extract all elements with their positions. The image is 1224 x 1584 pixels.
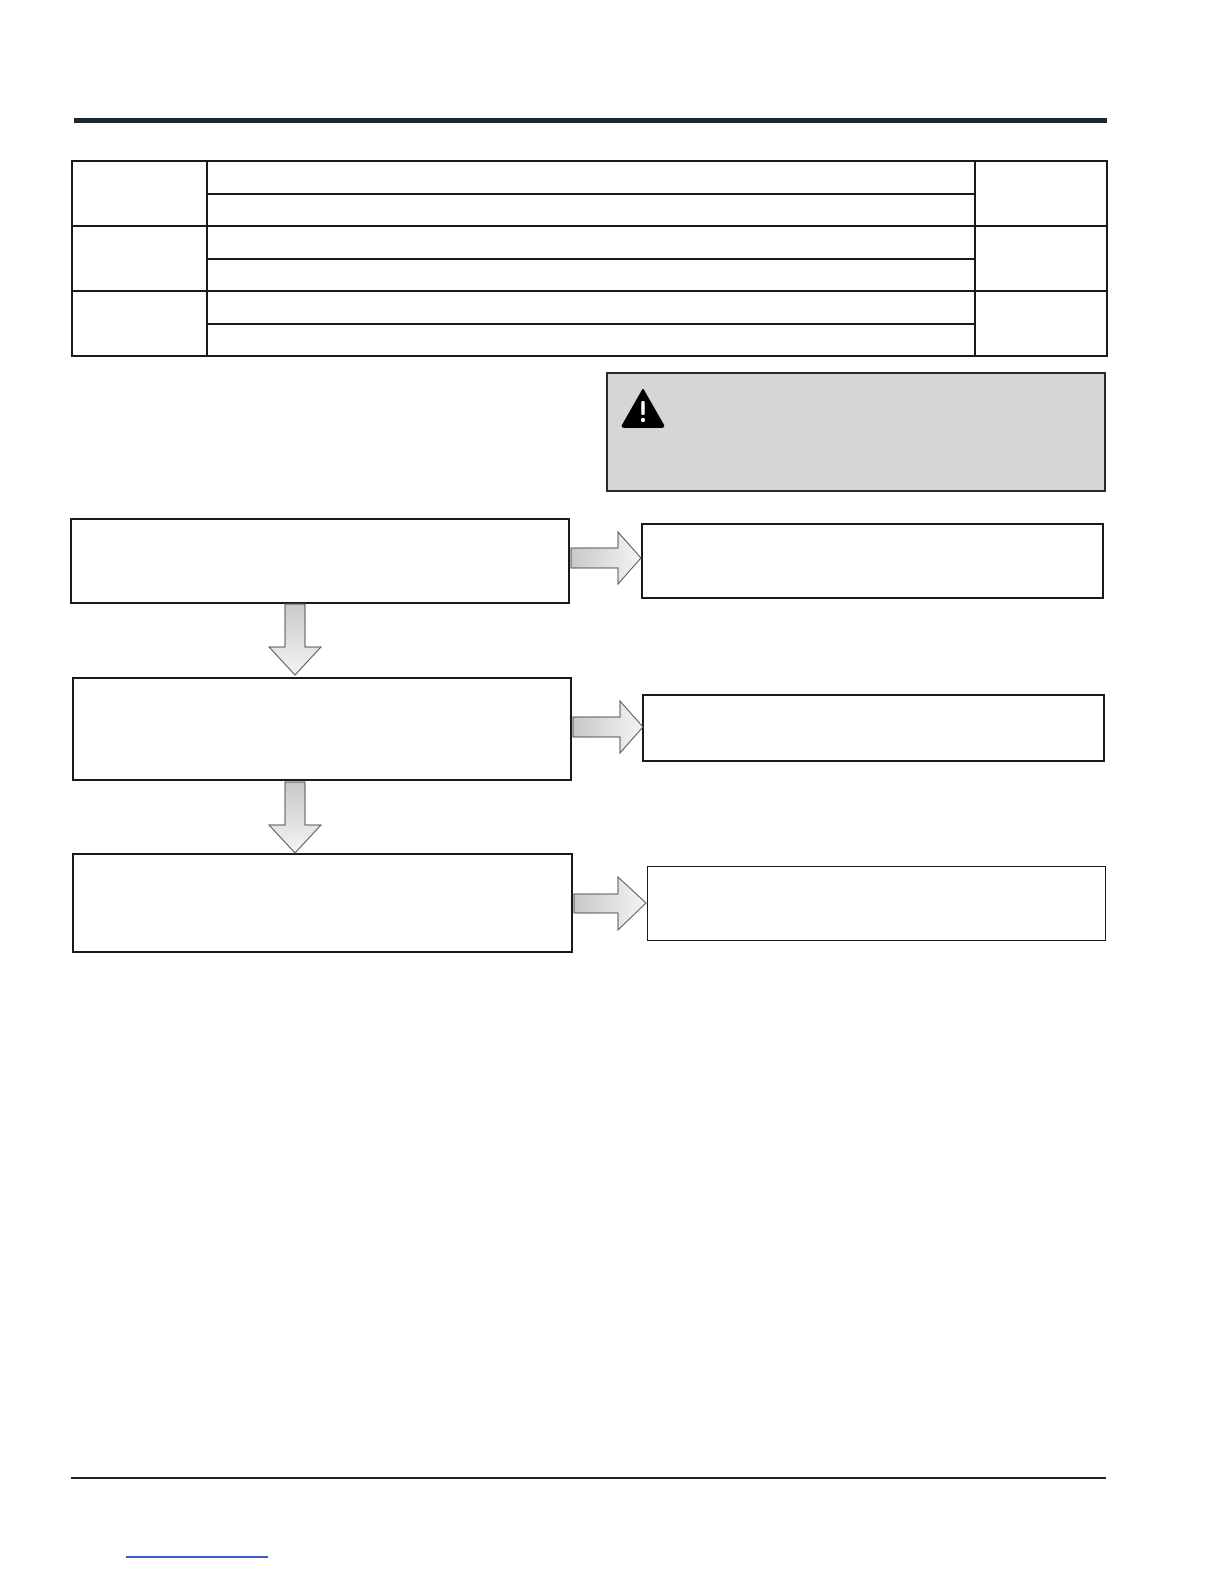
footer-link[interactable] <box>126 1556 268 1558</box>
right-arrow-icon <box>573 701 643 753</box>
right-arrow-icon <box>571 532 641 584</box>
footer-rule <box>71 1477 1106 1479</box>
down-arrow-icon <box>269 782 321 853</box>
right-arrow-icon <box>574 877 646 930</box>
down-arrow-icon <box>269 604 321 675</box>
